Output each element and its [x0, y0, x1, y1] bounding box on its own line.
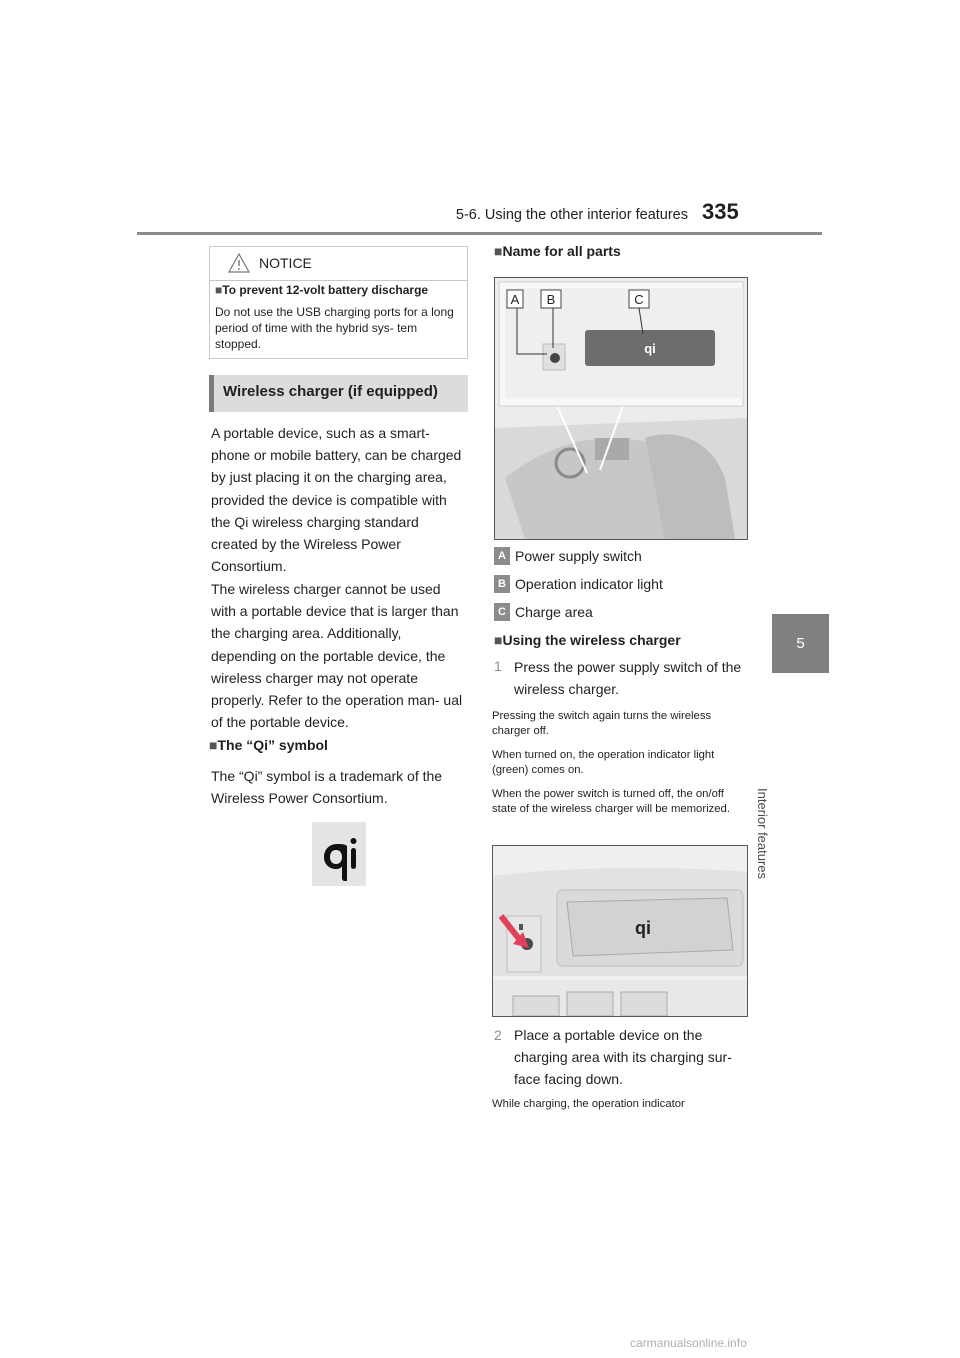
interior-illustration	[494, 277, 748, 540]
badge-a: A	[494, 547, 510, 565]
qi-logo-icon	[312, 822, 366, 886]
callout-a: A	[510, 292, 520, 307]
square-bullet-icon: ■	[494, 243, 503, 259]
notice-body: Do not use the USB charging ports for a long period of time with the hybrid sys- tem stopped.	[215, 305, 454, 351]
chapter-number: 5	[796, 635, 805, 652]
svg-text:qi: qi	[635, 918, 651, 938]
badge-c: C	[494, 603, 510, 621]
legend-charge-area: Charge area	[515, 604, 593, 620]
section-title: 5-6. Using the other interior features	[455, 207, 688, 223]
power-switch-diagram	[493, 846, 747, 1016]
section-heading: Wireless charger (if equipped)	[209, 375, 468, 412]
watermark: carmanualsonline.info	[630, 1336, 747, 1350]
charger-closeup-illustration	[492, 845, 748, 1017]
callout-c: C	[634, 292, 644, 307]
header-divider	[137, 232, 822, 235]
square-bullet-icon: ■	[209, 737, 218, 753]
legend-operation-indicator-light: Operation indicator light	[515, 576, 663, 592]
step-1-text: Press the power supply switch of the wireless charger.	[514, 659, 742, 698]
square-bullet-icon: ■	[494, 632, 503, 648]
note-while-charging: While charging, the operation indicator	[492, 1098, 685, 1110]
callout-b: B	[546, 292, 556, 307]
wireless-charger-location-diagram	[495, 278, 747, 539]
warning-icon	[228, 253, 250, 273]
using-heading: ■Using the wireless charger	[494, 632, 681, 648]
step-1-number: 1	[494, 658, 502, 674]
notice-subheading: ■To prevent 12-volt battery discharge	[215, 283, 429, 297]
chapter-label: Interior features	[755, 788, 770, 880]
note-switch-off: Pressing the switch again turns the wireless charger off.	[492, 710, 712, 737]
svg-text:qi: qi	[644, 341, 656, 356]
note-indicator-on: When turned on, the operation indicator light (green) comes on.	[492, 749, 715, 776]
qi-paragraph: The “Qi” symbol is a trademark of the Wireless Power Consortium.	[211, 768, 443, 807]
notice-box	[209, 246, 468, 359]
parts-heading: ■Name for all parts	[494, 243, 621, 259]
page-number: 335	[702, 199, 739, 224]
badge-b: B	[494, 575, 510, 593]
qi-symbol-heading: ■The “Qi” symbol	[209, 737, 328, 753]
qi-logo-image	[312, 822, 366, 886]
notice-header	[210, 247, 467, 281]
intro-paragraph: A portable device, such as a smart- phone or mobile battery, can be charged by just placing it on the charging area, provided the device is compatible with the Qi wireless charging standard created by the Wireless Power Consortium.	[211, 425, 462, 575]
chapter-tab[interactable]	[772, 614, 829, 673]
step-2-number: 2	[494, 1027, 502, 1043]
notice-label: NOTICE	[259, 255, 312, 271]
limitation-paragraph: The wireless charger cannot be used with a portable device that is larger than the charging area. Additionally, depending on the portable device, the wireless charger may not operate properly. Refer to the operation man- ual of the portable device.	[211, 581, 463, 731]
step-2-text: Place a portable device on the charging area with its charging sur- face facing down.	[514, 1027, 732, 1088]
square-bullet-icon: ■	[215, 283, 223, 297]
legend-power-supply-switch: Power supply switch	[515, 548, 642, 564]
note-memorized: When the power switch is turned off, the on/off state of the wireless charger will be memorized.	[492, 788, 730, 815]
